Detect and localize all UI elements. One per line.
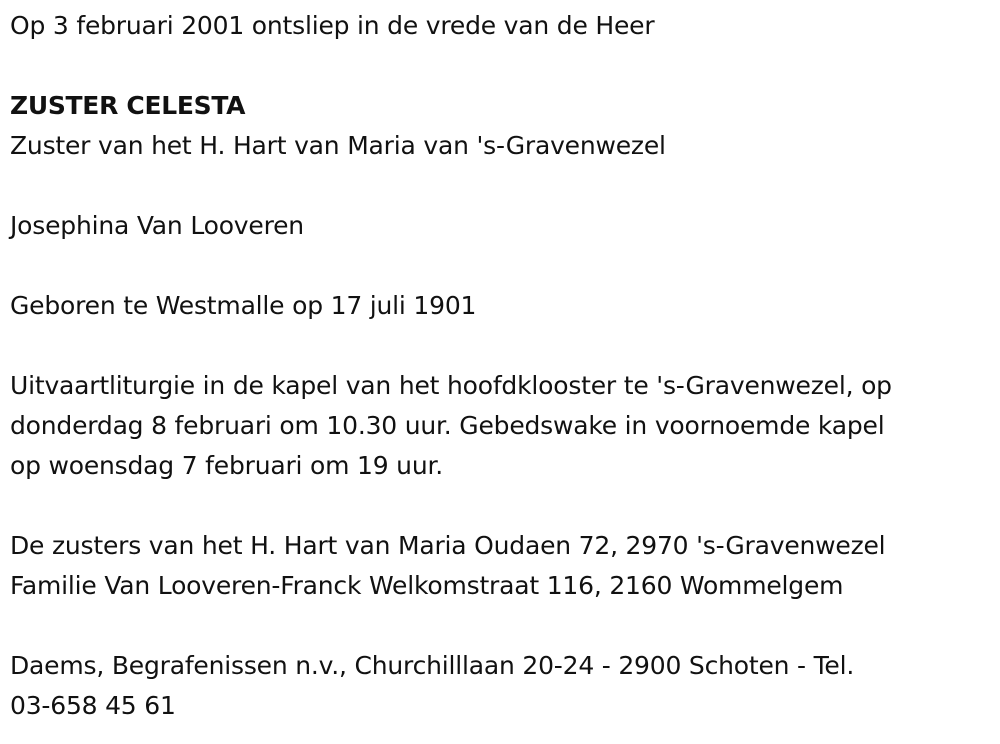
spacer	[10, 486, 985, 526]
birth-line: Geboren te Westmalle op 17 juli 1901	[10, 291, 477, 320]
death-notice	[10, 6, 985, 726]
liturgy-line-1: Uitvaartliturgie in de kapel van het hoofdklooster te 's-Gravenwezel, op	[10, 371, 892, 400]
funeral-home-line-1: Daems, Begrafenissen n.v., Churchilllaan 20-24 - 2900 Schoten - Tel.	[10, 651, 855, 680]
liturgy-line-2: donderdag 8 februari om 10.30 uur. Gebedswake in voornoemde kapel	[10, 411, 885, 440]
civil-name-line: Josephina Van Looveren	[10, 211, 304, 240]
spacer	[10, 606, 985, 646]
address-family: Familie Van Looveren-Franck Welkomstraat 116, 2160 Wommelgem	[10, 571, 844, 600]
funeral-home-line-2: 03-658 45 61	[10, 691, 176, 720]
opening-line: Op 3 februari 2001 ontsliep in de vrede van de Heer	[10, 11, 655, 40]
religious-name-heading: ZUSTER CELESTA	[10, 91, 246, 120]
spacer	[10, 246, 985, 286]
liturgy-line-3: op woensdag 7 februari om 19 uur.	[10, 451, 443, 480]
spacer	[10, 326, 985, 366]
spacer	[10, 46, 985, 86]
spacer	[10, 166, 985, 206]
address-sisters: De zusters van het H. Hart van Maria Oudaen 72, 2970 's-Gravenwezel	[10, 531, 886, 560]
congregation-line: Zuster van het H. Hart van Maria van 's-Gravenwezel	[10, 131, 666, 160]
